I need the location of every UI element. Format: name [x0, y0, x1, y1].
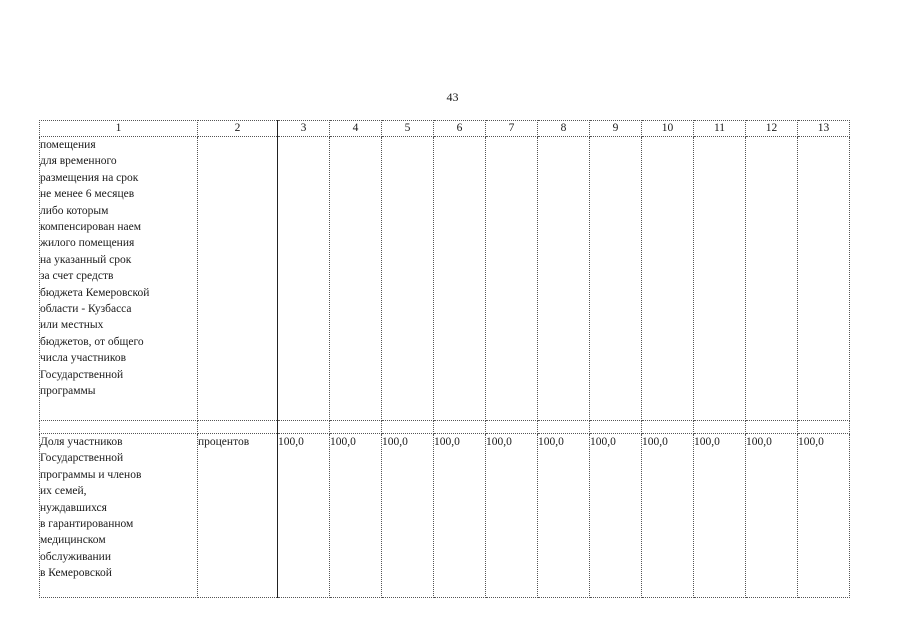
text-line: размещения на срок: [40, 171, 139, 184]
value-cell: [382, 137, 434, 421]
text-line: компенсирован наем: [40, 221, 142, 234]
value-cell: [798, 137, 850, 421]
value-cell: [538, 137, 590, 421]
indicator-table: [39, 120, 850, 598]
spacer-row: [40, 421, 850, 434]
value-cell: 100,0: [694, 434, 746, 598]
column-number: 3: [278, 121, 330, 137]
column-number: 11: [694, 121, 746, 137]
text-line: обслуживании: [40, 550, 111, 563]
value-cell: 100,0: [590, 434, 642, 598]
value-cell: [642, 137, 694, 421]
value-cell: 100,0: [330, 434, 382, 598]
value-cell: [278, 137, 330, 421]
column-number: 2: [198, 121, 278, 137]
text-line: в гарантированном: [40, 518, 134, 531]
text-line: либо которым: [40, 204, 109, 217]
text-line: помещения: [40, 139, 96, 151]
column-number: 6: [434, 121, 486, 137]
text-line: их семей,: [40, 485, 87, 498]
value-cell: [590, 137, 642, 421]
text-line: программы и членов: [40, 468, 142, 481]
column-number: 10: [642, 121, 694, 137]
text-line: Государственной: [40, 452, 124, 465]
text-line: бюджета Кемеровской: [40, 286, 150, 299]
table-row: [40, 137, 850, 421]
text-line: области - Кузбасса: [40, 303, 132, 316]
column-number: 1: [40, 121, 198, 137]
value-cell: 100,0: [746, 434, 798, 598]
text-line: программы: [40, 385, 96, 398]
table-row: [40, 434, 850, 598]
column-number: 9: [590, 121, 642, 137]
value-cell: 100,0: [382, 434, 434, 598]
text-line: Государственной: [40, 368, 124, 381]
text-line: числа участников: [40, 352, 127, 365]
header-row: [40, 121, 850, 137]
column-number: 4: [330, 121, 382, 137]
indicator-name-cell: [40, 434, 198, 598]
value-cell: 100,0: [486, 434, 538, 598]
column-number: 5: [382, 121, 434, 137]
value-cell: 100,0: [642, 434, 694, 598]
column-number: 12: [746, 121, 798, 137]
unit-cell: [198, 137, 278, 421]
value-cell: 100,0: [434, 434, 486, 598]
value-cell: 100,0: [798, 434, 850, 598]
page-number: 43: [446, 90, 459, 104]
value-cell: [330, 137, 382, 421]
text-line: или местных: [40, 319, 104, 332]
unit-cell: процентов: [198, 434, 278, 598]
column-number: 8: [538, 121, 590, 137]
text-line: в Кемеровской: [40, 567, 112, 580]
text-line: медицинском: [40, 534, 106, 547]
value-cell: 100,0: [278, 434, 330, 598]
value-cell: [746, 137, 798, 421]
column-number: 7: [486, 121, 538, 137]
column-number: 13: [798, 121, 850, 137]
value-cell: [486, 137, 538, 421]
text-line: бюджетов, от общего: [40, 335, 144, 348]
text-line: нуждавшихся: [40, 501, 107, 514]
indicator-name-cell: [40, 137, 198, 421]
text-line: Доля участников: [40, 436, 123, 448]
text-line: жилого помещения: [40, 237, 135, 250]
text-line: за счет средств: [40, 270, 114, 283]
value-cell: [694, 137, 746, 421]
text-line: для временного: [40, 155, 117, 168]
text-line: не менее 6 месяцев: [40, 188, 135, 201]
value-cell: 100,0: [538, 434, 590, 598]
text-line: на указанный срок: [40, 253, 132, 266]
value-cell: [434, 137, 486, 421]
